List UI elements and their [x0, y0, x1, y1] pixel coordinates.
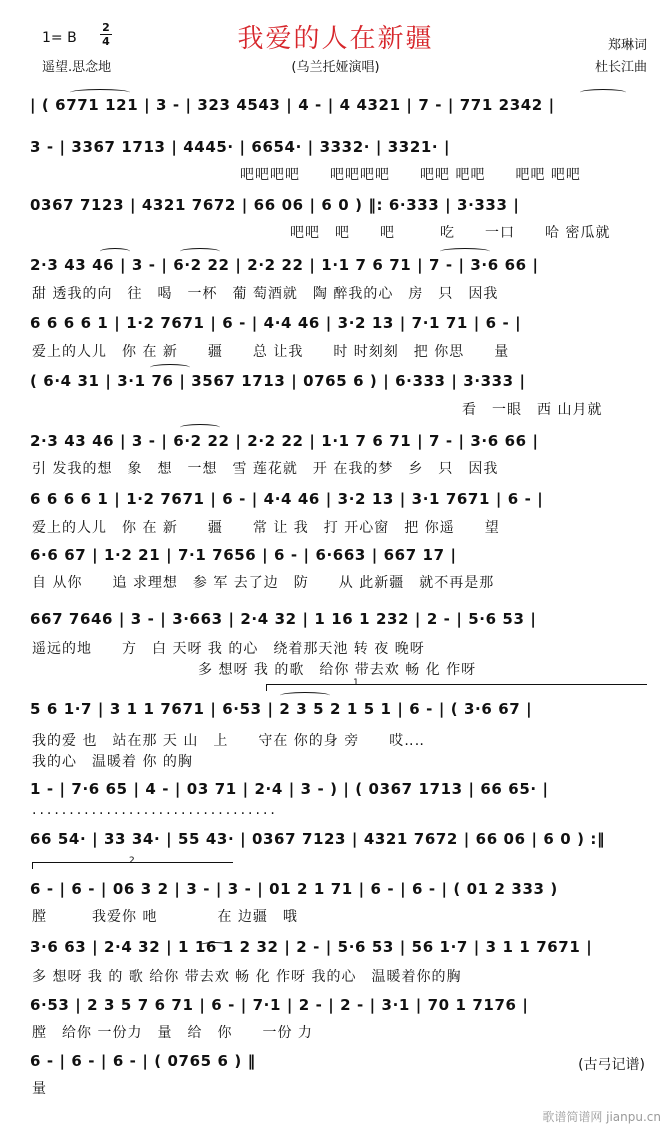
slur-arc [150, 364, 190, 371]
score-row-12: 1 - | 7·6 65 | 4 - | 03 71 | 2·4 | 3 - ) | ( 0367 1713 | 66 65· | [30, 780, 549, 798]
lyric-row-16: 膛 给你 一份力 量 给 你 一份 力 [32, 1025, 313, 1041]
slur-arc [70, 89, 130, 96]
slur-arc [180, 248, 220, 255]
key-signature: 1= B [42, 30, 77, 46]
site-watermark: 歌谱简谱网 jianpu.cn [542, 1110, 661, 1124]
lyric-row-8: 爱上的人儿 你 在 新 疆 常 让 我 打 开心窗 把 你遥 望 [32, 520, 500, 536]
slur-arc [580, 89, 626, 96]
slur-arc [440, 248, 490, 255]
lyric-row-5: 爱上的人儿 你 在 新 疆 总 让我 时 时刻刻 把 你思 量 [32, 344, 510, 360]
composer-credit: 杜长江曲 [594, 60, 647, 75]
lyric-row-6: 看 一眼 西 山月就 [462, 402, 603, 418]
lyric-row-14: 膛 我爱你 吔 在 边疆 哦 [32, 909, 298, 925]
score-row-7: 2·3 43 46 | 3 - | 6·2 22 | 2·2 22 | 1·1 7 6 71 | 7 - | 3·6 66 | [30, 432, 539, 450]
volta-number-1: 1 [353, 678, 359, 688]
score-row-13: 66 54· | 33 34· | 55 43· | 0367 7123 | 4321 7672 | 66 06 | 6 0 ) :‖ [30, 830, 606, 848]
score-row-14: 6 - | 6 - | 06 3 2 | 3 - | 3 - | 01 2 1 71 | 6 - | 6 - | ( 01 2 333 ) [30, 880, 558, 898]
lyric-row-7: 引 发我的想 象 想 一想 雪 莲花就 开 在我的梦 乡 只 因我 [32, 461, 499, 477]
score-row-4: 2·3 43 46 | 3 - | 6·2 22 | 2·2 22 | 1·1 7 6 71 | 7 - | 3·6 66 | [30, 256, 539, 274]
lyric-row-10-verse-2: 多 想呀 我 的歌 给你 带去欢 畅 化 作呀 [198, 662, 477, 678]
volta-number-2: 2 [129, 856, 135, 866]
score-row-15: 3·6 63 | 2·4 32 | 1 16 1 2 32 | 2 - | 5·6 53 | 56 1·7 | 3 1 1 7671 | [30, 938, 593, 956]
time-signature-bottom: 4 [102, 35, 110, 48]
lyric-row-4: 甜 透我的向 往 喝 一杯 葡 萄酒就 陶 醉我的心 房 只 因我 [32, 286, 499, 302]
lyric-row-11-verse-1: 我的爱 也 站在那 天 山 上 守在 你的身 旁 哎‥‥ [32, 733, 425, 749]
score-row-16: 6·53 | 2 3 5 7 6 71 | 6 - | 7·1 | 2 - | 2 - | 3·1 | 70 1 7176 | [30, 996, 529, 1014]
slur-arc [100, 248, 130, 255]
score-row-2: 3 - | 3367 1713 | 4445· | 6654· | 3332· | 3321· | [30, 138, 451, 156]
score-row-17: 6 - | 6 - | 6 - | ( 0765 6 ) ‖ [30, 1052, 256, 1070]
score-row-8: 6 6 6 6 1 | 1·2 7671 | 6 - | 4·4 46 | 3·2 13 | 3·1 7671 | 6 - | [30, 490, 544, 508]
score-row-9: 6·6 67 | 1·2 21 | 7·1 7656 | 6 - | 6·663 | 667 17 | [30, 546, 457, 564]
lyric-row-12-dots: ································· [32, 806, 278, 822]
lyric-row-3: 吧吧 吧 吧 吃 一口 哈 密瓜就 [290, 225, 611, 241]
score-row-11: 5 6 1·7 | 3 1 1 7671 | 6·53 | 2 3 5 2 1 5 1 | 6 - | ( 3·6 67 | [30, 700, 533, 718]
time-signature [100, 22, 112, 47]
time-signature-top: 2 [102, 21, 110, 34]
lyric-row-15: 多 想呀 我 的 歌 给你 带去欢 畅 化 作呀 我的心 温暖着你的胸 [32, 969, 462, 985]
song-title: 我爱的人在新疆 [237, 24, 434, 54]
lyricist-credit: 郑琳词 [607, 38, 647, 53]
score-row-5: 6 6 6 6 1 | 1·2 7671 | 6 - | 4·4 46 | 3·2 13 | 7·1 71 | 6 - | [30, 314, 522, 332]
volta-bracket-1 [266, 678, 647, 691]
lyric-row-9: 自 从你 追 求理想 参 军 去了边 防 从 此新疆 就不再是那 [32, 575, 495, 591]
lyric-row-11-verse-2: 我的心 温暖着 你 的胸 [32, 754, 193, 770]
singer-credit: (乌兰托娅演唱) [291, 60, 380, 75]
lyric-row-17: 量 [32, 1081, 47, 1097]
slur-arc [280, 692, 330, 699]
volta-bracket-2 [32, 856, 233, 869]
score-row-6: ( 6·4 31 | 3·1 76 | 3567 1713 | 0765 6 ) | 6·333 | 3·333 | [30, 372, 526, 390]
score-row-3: 0367 7123 | 4321 7672 | 66 06 | 6 0 ) ‖: 6·333 | 3·333 | [30, 196, 520, 214]
slur-arc [180, 424, 220, 431]
score-row-10: 667 7646 | 3 - | 3·663 | 2·4 32 | 1 16 1 232 | 2 - | 5·6 53 | [30, 610, 537, 628]
slur-arc [200, 942, 230, 949]
transcriber-credit: (古弓记谱) [578, 1057, 645, 1073]
tempo-mood: 遥望.思念地 [42, 60, 112, 75]
lyric-row-10-verse-1: 遥远的地 方 白 天呀 我 的心 绕着那天池 转 夜 晚呀 [32, 641, 425, 657]
lyric-row-2: 吧吧吧吧 吧吧吧吧 吧吧 吧吧 吧吧 吧吧 [240, 167, 581, 183]
score-row-1: | ( 6771 121 | 3 - | 323 4543 | 4 - | 4 4321 | 7 - | 771 2342 | [30, 96, 555, 114]
